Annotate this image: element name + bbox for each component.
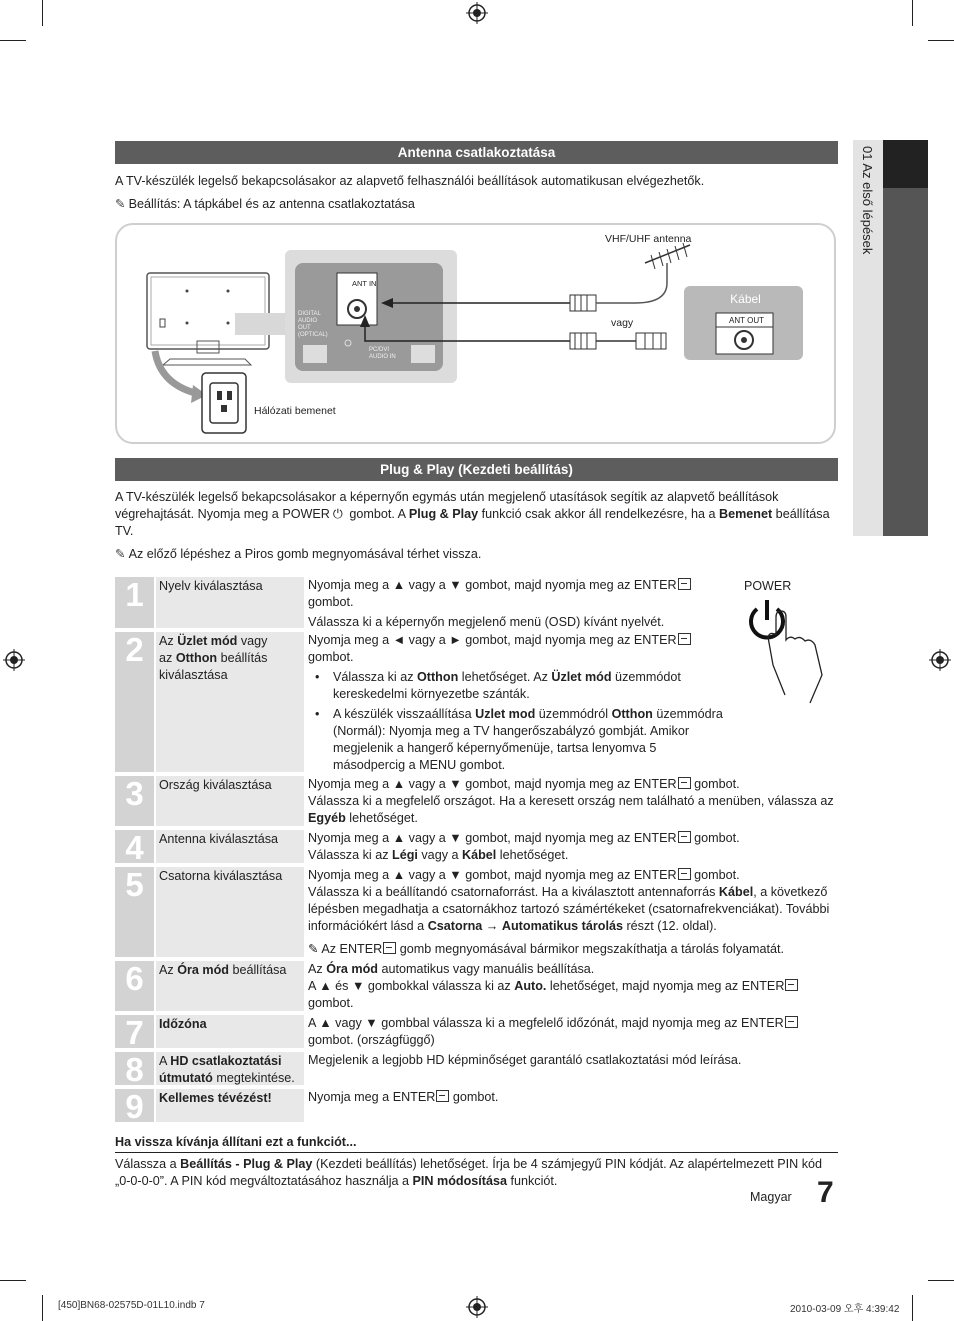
step-description: Nyomja meg a ▲ vagy a ▼ gombot, majd nyomja meg az ENTER gombot. Válassza ki a képernyőn megjelenő menü (OSD) kívánt nyelvét. [308,577,843,631]
enter-icon [383,942,396,954]
step-number: 9 [115,1089,154,1122]
step-2 [115,632,838,772]
diagram-drawing [115,223,836,444]
step-description: Nyomja meg a ▲ vagy a ▼ gombot, majd nyomja meg az ENTER gombot. Válassza ki a megfelelő országot. Ha a keresett ország nem található a menüben, válassza az Egyéb lehetőséget. [308,777,834,825]
step-description: A ▲ vagy ▼ gombbal válassza ki a megfelelő időzónát, majd nyomja meg az ENTER gombot. (országfüggő) [308,1015,843,1049]
step-number: 6 [115,961,154,1011]
side-tab-dark [883,140,928,536]
step-6 [115,961,838,1011]
step-description: Nyomja meg a ENTER gombot. [308,1090,499,1104]
crop-mark [0,40,26,41]
side-tab-label: 01 Az első lépések [860,146,875,255]
enter-icon [678,777,691,789]
cable-label: Kábel [730,292,761,306]
side-tab-black [883,140,928,188]
footer-file: [450]BN68-02575D-01L10.indb 7 [58,1300,205,1311]
step-1 [115,577,838,628]
step-title: Ország kiválasztása [156,776,304,826]
plugplay-intro: A TV-készülék legelső bekapcsolásakor a képernyőn egymás után megjelenő utasítások segítik az alapvető beállítások végrehajtását. Nyomja meg a POWER ⏻ gombot. A Plug & Play funkció csak akkor áll rendelkezésre, ha a Bemenet beállítása TV. [115,490,830,538]
plugplay-note-text: Az előző lépéshez a Piros gomb megnyomásával térhet vissza. [128,547,482,561]
connection-diagram [115,223,836,444]
page-number: 7 [817,1176,834,1209]
crop-mark [912,0,913,26]
registration-mark-icon [929,649,951,671]
step-title: Csatorna kiválasztása [156,867,304,957]
step-number: 3 [115,776,154,826]
step-4 [115,829,838,866]
step-9 [115,1088,838,1125]
mains-label: Hálózati bemenet [254,405,336,417]
antenna-note [115,196,840,213]
reset-heading: Ha vissza kívánja állítani ezt a funkciót... [115,1134,838,1153]
step-5 [115,867,838,957]
reset-text: Válassza a Beállítás - Plug & Play (Kezdeti beállítás) lehetőséget. Írja be 4 számjegyű PIN kódját. Az alapértelmezett PIN kód „0-0-0-0”. A PIN kód megváltoztatásához használja a PIN módosítása funkciót. [115,1157,823,1188]
step-7 [115,1014,838,1051]
ant-in-label: ANT IN [352,279,377,288]
registration-mark-icon [466,1296,488,1318]
antenna-label: VHF/UHF antenna [605,233,692,245]
enter-icon [436,1090,449,1102]
step-title: Nyelv kiválasztása [156,577,304,628]
antenna-intro: A TV-készülék legelső bekapcsolásakor az alapvető felhasználói beállítások automatikusan elvégezhetők. [115,174,705,188]
enter-icon [785,979,798,991]
step-number: 2 [115,632,154,772]
enter-icon [785,1016,798,1028]
crop-mark [912,1295,913,1321]
enter-icon [678,868,691,880]
digital-audio-port-label: DIGITAL AUDIO OUT (OPTICAL) [298,311,328,338]
step-description: Nyomja meg a ▲ vagy a ▼ gombot, majd nyomja meg az ENTER gombot. Válassza ki a beállítandó csatornaforrást. Ha a kiválasztott antennaforrás Kábel, a következő lépésben megadhatja a csatornákhoz tartozó számértékeket (csatornafrekvenciákat). További információkért lásd a Csatorna → Automatikus tárolás részt (12. oldal). ✎ Az ENTER gomb megnyomásával bármikor megszakíthatja a tárolás folyamatát. [308,868,830,956]
step-number: 1 [115,577,154,628]
pencil-note-icon: ✎ [308,942,319,956]
or-label: vagy [611,317,634,329]
section-title-antenna: Antenna csatlakoztatása [115,141,838,164]
step-title: A HD csatlakoztatási útmutató megtekintése. [156,1052,304,1085]
step-title: Az Üzlet mód vagy az Otthon beállítás kiválasztása [156,632,304,772]
crop-mark [42,1295,43,1321]
step-title: Az Óra mód beállítása [156,961,304,1011]
step-description: Megjelenik a legjobb HD képminőséget garantáló csatlakoztatási mód leírása. [308,1053,742,1067]
step-number: 8 [115,1052,154,1085]
step-number: 5 [115,867,154,957]
step-3 [115,776,838,826]
plugplay-note [115,546,840,563]
pc-audio-port-label: PC/DVI AUDIO IN [369,347,396,360]
crop-mark [42,0,43,26]
step-description: Nyomja meg a ◄ vagy a ► gombot, majd nyomja meg az ENTER gombot. • Válassza ki az Otthon lehetőséget. Az Üzlet mód üzemmódot kereskedelmi környezetbe szánták. • A készülék visszaállítása Uzlet mod üzemmódról Otthon üzemmódra (Normál): Nyomja meg a TV hangerőszabályzó gombját. Amikor megjelenik a hangerő képernyőmenüje, tartsa lenyomva 5 másodpercig a MENU gombot. [308,632,728,774]
power-label: POWER [744,579,792,593]
ant-out-label: ANT OUT [729,316,764,325]
step-title: Kellemes tévézést! [156,1089,304,1122]
step-description: Az Óra mód automatikus vagy manuális beállítása. A ▲ és ▼ gombokkal válassza ki az Auto. lehetőséget, majd nyomja meg az ENTER gombot. [308,961,843,1012]
step-title: Időzóna [156,1015,304,1048]
step-8 [115,1051,838,1088]
pencil-note-icon: ✎ [115,197,126,211]
crop-mark [928,1280,954,1281]
power-icon: ⏻ [332,507,343,521]
antenna-note-text: Beállítás: A tápkábel és az antenna csatlakoztatása [128,197,415,211]
step-description: Nyomja meg a ▲ vagy a ▼ gombot, majd nyomja meg az ENTER gombot. Válassza ki az Légi vagy a Kábel lehetőséget. [308,831,740,862]
crop-mark [0,1280,26,1281]
section-title-plugplay: Plug & Play (Kezdeti beállítás) [115,458,838,481]
registration-mark-icon [3,649,25,671]
step-title: Antenna kiválasztása [156,830,304,863]
enter-icon [678,831,691,843]
step-number: 4 [115,830,154,863]
footer-date: 2010-03-09 오후 4:39:42 [790,1304,900,1315]
pencil-note-icon: ✎ [115,547,126,561]
enter-icon [678,633,691,645]
registration-mark-icon [466,2,488,24]
step-number: 7 [115,1015,154,1048]
footer-language: Magyar [750,1190,792,1204]
crop-mark [928,40,954,41]
enter-icon [678,578,691,590]
